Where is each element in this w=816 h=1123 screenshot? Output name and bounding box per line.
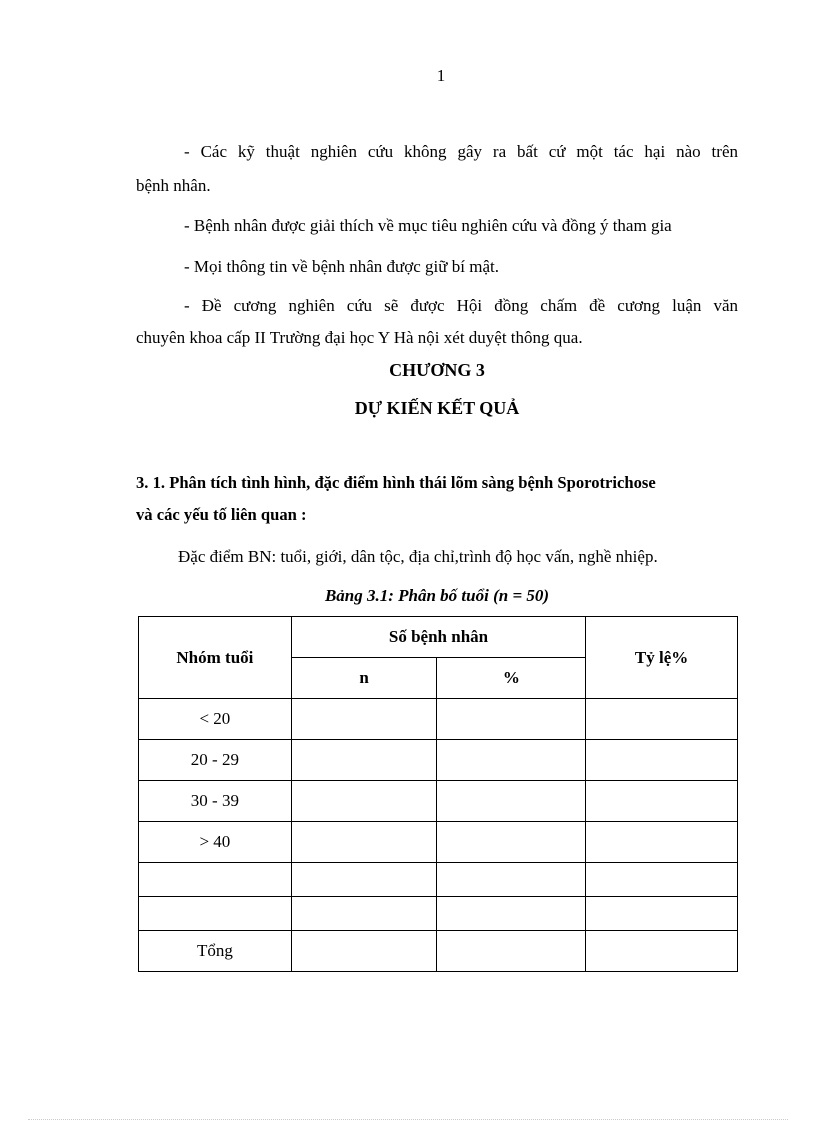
cell-rate <box>586 781 738 822</box>
cell-percent <box>437 897 586 931</box>
section-intro: Đặc điểm BN: tuổi, giới, dân tộc, địa chỉ,trình độ học vấn, nghề nhiệp. <box>178 547 658 566</box>
row-label-total: Tổng <box>139 931 292 972</box>
row-label: < 20 <box>139 699 292 740</box>
cell-rate <box>586 863 738 897</box>
header-n: n <box>291 658 437 699</box>
table-row-total <box>139 931 738 972</box>
paragraph-technique-line2: bệnh nhân. <box>136 176 211 195</box>
cell-percent <box>437 699 586 740</box>
cell-n <box>291 699 437 740</box>
row-label: 30 - 39 <box>139 781 292 822</box>
header-percent: % <box>437 658 586 699</box>
paragraph-technique-line1: - Các kỹ thuật nghiên cứu không gây ra bất cứ một tác hại nào trên <box>184 142 738 161</box>
paragraph-explained: - Bệnh nhân được giải thích về mục tiêu nghiên cứu và đồng ý tham gia <box>184 216 672 235</box>
cell-n <box>291 863 437 897</box>
cell-percent <box>437 740 586 781</box>
cell-n <box>291 781 437 822</box>
table-row <box>139 740 738 781</box>
table-row <box>139 863 738 897</box>
cell-rate <box>586 931 738 972</box>
row-label: > 40 <box>139 822 292 863</box>
table-caption: Bảng 3.1: Phân bố tuổi (n = 50) <box>324 586 550 605</box>
cell-n <box>291 822 437 863</box>
section-heading-line2: và các yếu tố liên quan : <box>136 505 307 524</box>
row-label <box>139 897 292 931</box>
header-age-group: Nhóm tuổi <box>139 617 292 699</box>
section-heading-line1: 3. 1. Phân tích tình hình, đặc điểm hình thái lõm sàng bệnh Sporotrichose <box>136 473 656 492</box>
cell-percent <box>437 822 586 863</box>
cell-rate <box>586 740 738 781</box>
cell-percent <box>437 863 586 897</box>
cell-rate <box>586 897 738 931</box>
cell-n <box>291 931 437 972</box>
cell-percent <box>437 781 586 822</box>
page-bottom-divider <box>28 1119 788 1120</box>
cell-n <box>291 897 437 931</box>
row-label: 20 - 29 <box>139 740 292 781</box>
header-patient-count: Số bệnh nhân <box>291 617 585 658</box>
cell-rate <box>586 822 738 863</box>
paragraph-approval-line1: - Đề cương nghiên cứu sẽ được Hội đồng chấm đề cương luận văn <box>184 296 738 315</box>
table-row <box>139 699 738 740</box>
paragraph-confidential: - Mọi thông tin về bệnh nhân được giữ bí mật. <box>184 257 499 276</box>
header-rate: Tỷ lệ% <box>586 617 738 699</box>
table-row <box>139 822 738 863</box>
age-distribution-table <box>138 616 738 972</box>
table-row <box>139 897 738 931</box>
paragraph-approval-line2: chuyên khoa cấp II Trường đại học Y Hà nội xét duyệt thông qua. <box>136 328 583 347</box>
cell-rate <box>586 699 738 740</box>
cell-n <box>291 740 437 781</box>
chapter-number: CHƯƠNG 3 <box>389 360 485 380</box>
row-label <box>139 863 292 897</box>
table-row <box>139 781 738 822</box>
page-number: 1 <box>436 66 446 85</box>
chapter-title: DỰ KIẾN KẾT QUẢ <box>354 398 520 418</box>
cell-percent <box>437 931 586 972</box>
